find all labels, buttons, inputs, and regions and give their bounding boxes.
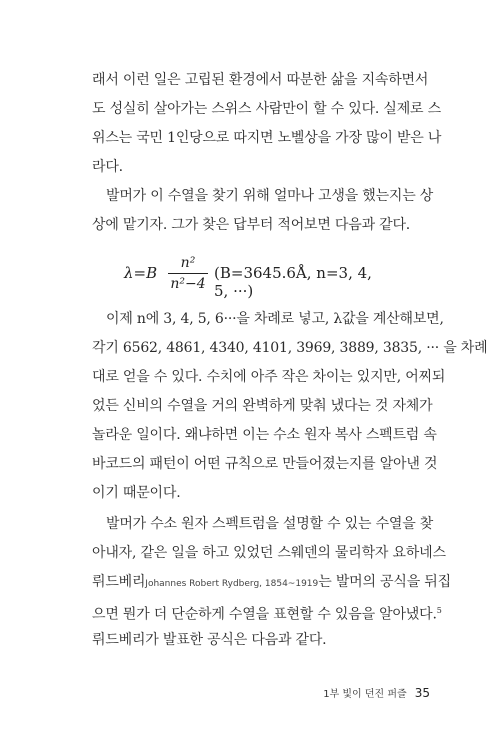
p1-line-3: 위스는 국민 1인당으로 따지면 노벨상을 가장 많이 받은 나 — [92, 130, 442, 146]
p3-line-3: 대로 얻을 수 있다. 수치에 아주 작은 차이는 있지만, 어찌되 — [92, 369, 446, 385]
balmer-formula — [124, 254, 384, 300]
formula-fraction — [168, 254, 208, 293]
page-number: 35 — [414, 686, 430, 700]
p4-line-4 — [92, 601, 442, 625]
fraction-bar — [168, 273, 208, 274]
p4-line-4-text: 으면 뭔가 더 단순하게 수열을 표현할 수 있음을 알아냈다. — [92, 606, 437, 623]
rydberg-korean-name: 뤼드베리 — [92, 574, 146, 590]
p4-line-3-suffix: 는 발머의 공식을 뒤집 — [318, 574, 451, 590]
page-footer — [323, 685, 430, 700]
p3-line-4: 었든 신비의 수열을 거의 완벽하게 맞춰 냈다는 것 자체가 — [92, 398, 433, 414]
rydberg-full-name: Johannes Robert Rydberg, 1854~1919 — [145, 579, 319, 589]
p4-line-2: 아내자, 같은 일을 하고 있었던 스웨덴의 물리학자 요하네스 — [92, 545, 446, 561]
p3-line-5: 놀라운 일이다. 왜냐하면 이는 수소 원자 복사 스펙트럼 속 — [92, 427, 437, 443]
p2-line-2: 상에 맡기자. 그가 찾은 답부터 적어보면 다음과 같다. — [92, 217, 411, 233]
p4-line-5: 뤼드베리가 발표한 공식은 다음과 같다. — [92, 632, 327, 648]
p1-line-1: 래서 이런 일은 고립된 환경에서 따분한 삶을 지속하면서 — [92, 72, 429, 88]
p2-line-1: 발머가 이 수열을 찾기 위해 얼마나 고생을 했는지는 상 — [106, 188, 434, 204]
p3-line-1: 이제 n에 3, 4, 5, 6···을 차례로 넣고, λ값을 계산해보면, — [106, 311, 444, 327]
p3-line-6: 바코드의 패턴이 어떤 규칙으로 만들어졌는지를 알아낸 것 — [92, 456, 438, 472]
formula-constants: (B=3645.6Å, n=3, 4, 5, ···) — [214, 264, 372, 300]
footnote-marker: 5 — [436, 606, 442, 615]
p4-line-3 — [92, 572, 451, 594]
p3-line-7: 이기 때문이다. — [92, 485, 181, 501]
formula-numerator: n² — [180, 255, 196, 271]
formula-denominator: n²−4 — [170, 276, 206, 292]
p1-line-4: 라다. — [92, 159, 123, 175]
p3-line-2: 각기 6562, 4861, 4340, 4101, 3969, 3889, 3835, ··· 을 차례 — [92, 340, 488, 356]
formula-lhs: λ=B — [124, 264, 158, 282]
p4-line-1: 발머가 수소 원자 스펙트럼을 설명할 수 있는 수열을 찾 — [106, 516, 434, 532]
running-section-title: 1부 빛이 던진 퍼즐 — [323, 689, 407, 700]
p1-line-2: 도 성실히 살아가는 스위스 사람만이 할 수 있다. 실제로 스 — [92, 101, 441, 117]
